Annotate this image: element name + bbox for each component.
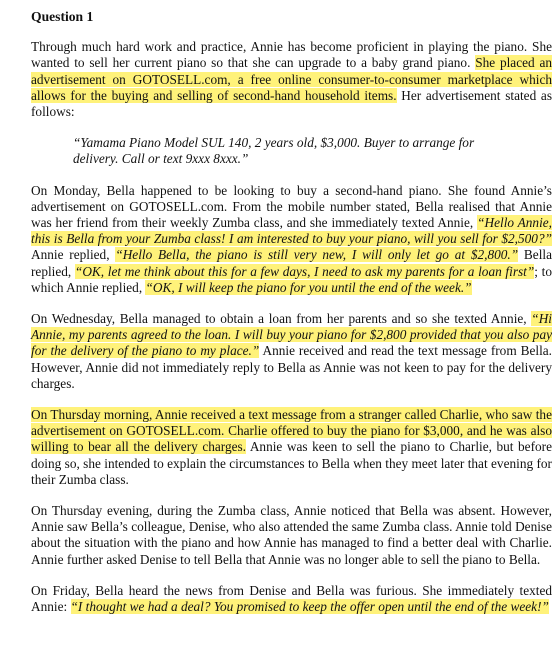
highlighted-text: On Thursday morning, Annie received a text message from a stranger called Charlie, who saw the advertisement on GOTOSELL.com. Charlie offered to buy the piano for $3,000, and he was also willing to bear all the delivery charges. bbox=[31, 407, 552, 455]
monday-text-2: Annie replied, bbox=[31, 247, 116, 263]
paragraph-intro bbox=[31, 39, 552, 120]
monday-text: On Monday, Bella happened to be looking to buy a second-hand piano. She found Annie’s advertisement on GOTOSELL.com. From the mobile number stated, Bella realised that Annie was her friend from their weekly Zumba class, and she immediately texted Annie, bbox=[31, 182, 552, 231]
highlighted-text: She placed an advertisement on GOTOSELL.com, a free online consumer-to-consumer marketplace which allows for the buying and selling of second-hand household items. bbox=[31, 55, 552, 103]
advertisement-quote: “Yamama Piano Model SUL 140, 2 years old, $3,000. Buyer to arrange for delivery. Call or text 9xxx 8xxx.” bbox=[73, 135, 475, 167]
text-message-quote: “Hello Annie, this is Bella from your Zumba class! I am interested to buy your piano, will you sell for $2,500?” bbox=[31, 215, 552, 247]
text-message-quote: “I thought we had a deal? You promised to keep the offer open until the end of the week!” bbox=[70, 599, 549, 615]
text-message-quote: “OK, let me think about this for a few days, I need to ask my parents for a loan first” bbox=[74, 263, 535, 279]
thursday-morning-text: Annie was keen to sell the piano to Charlie, but before doing so, she intended to explain the circumstances to Bella when they meet later that evening for their Zumba class. bbox=[31, 439, 552, 487]
paragraph-wednesday bbox=[31, 311, 552, 392]
text-message-quote: “Hi Annie, my parents agreed to the loan. I will buy your piano for $2,800 provided that you also pay for the delivery of the piano to my place.” bbox=[31, 311, 552, 359]
wednesday-text: On Wednesday, Bella managed to obtain a loan from her parents and so she texted Annie, bbox=[31, 311, 532, 327]
text-message-quote: “Hello Bella, the piano is still very new, I will only let go at $2,800.” bbox=[115, 247, 519, 263]
paragraph-friday bbox=[31, 583, 552, 615]
paragraph-thursday-morning bbox=[31, 407, 552, 488]
intro-text: Through much hard work and practice, Annie has become proficient in playing the piano. She wanted to sell her current piano so that she can upgrade to a baby grand piano. bbox=[31, 39, 552, 71]
paragraph-monday bbox=[31, 183, 552, 296]
wednesday-text-2: Annie received and read the text message from Bella. However, Annie did not immediately reply to Bella as Annie was not keen to pay for the delivery charges. bbox=[31, 343, 552, 391]
text-message-quote: “OK, I will keep the piano for you until the end of the week.” bbox=[145, 279, 472, 295]
paragraph-thursday-evening: On Thursday evening, during the Zumba class, Annie noticed that Bella was absent. However, Annie saw Bella’s colleague, Denise, who also attended the same Zumba class. Annie told Denise about the situation with the piano and how Annie has managed to find a better deal with Charlie. Annie further asked Denise to tell Bella that Annie was no longer able to sell the piano to Bella. bbox=[31, 503, 552, 567]
document-page bbox=[31, 9, 552, 630]
intro-text-end: Her advertisement stated as follows: bbox=[31, 87, 553, 120]
monday-text-3: Bella replied, bbox=[31, 247, 552, 279]
monday-text-4: ; to which Annie replied, bbox=[31, 263, 552, 295]
friday-text: On Friday, Bella heard the news from Denise and Bella was furious. She immediately texted Annie: bbox=[31, 582, 552, 615]
question-title: Question 1 bbox=[31, 9, 94, 24]
